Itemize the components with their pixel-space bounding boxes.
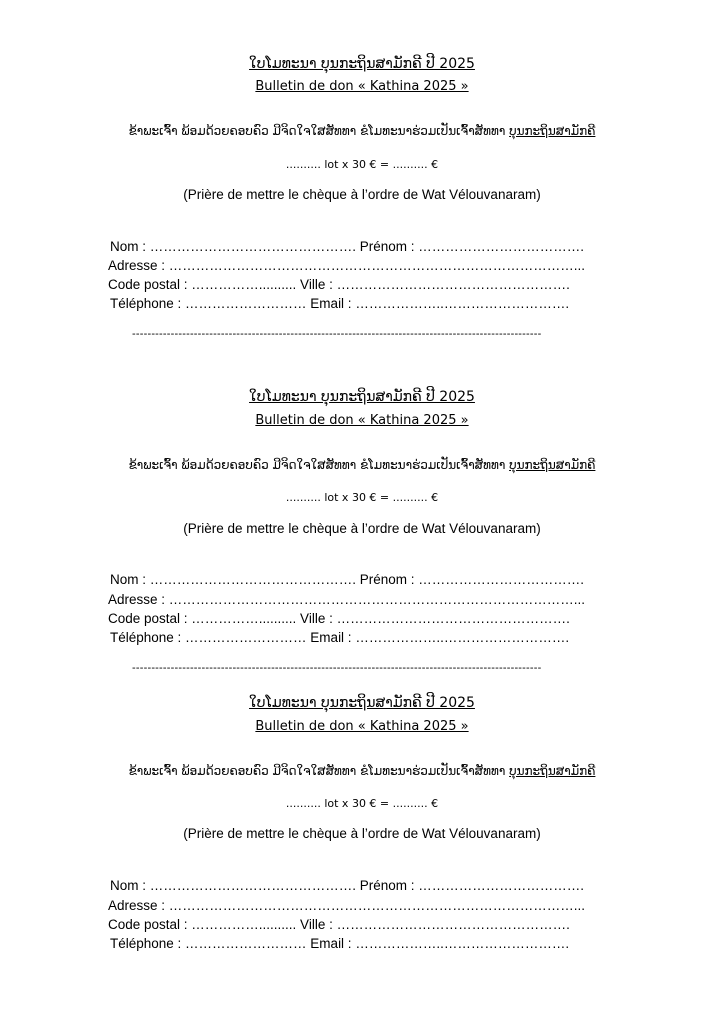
pledge-text: ຂ້າພະເຈົ້າ ພ້ອມດ້ວຍຄອບຄົວ ມີຈິດໃຈໃສສັທທາ ຂໍໂມທະນາຮ່ວມເປັນເຈົ້າສັທທາ xyxy=(128,458,510,472)
pledge-event-name: ບຸນກະຖິນສາມັກຄີ xyxy=(509,458,596,472)
cut-line-separator: ---------------------------------------------------------------------------------------------------------- xyxy=(132,662,542,674)
form-subtitle: Bulletin de don « Kathina 2025 » xyxy=(255,413,469,428)
pledge-event-name: ບຸນກະຖິນສາມັກຄີ xyxy=(509,124,596,138)
pledge-event-name: ບຸນກະຖິນສາມັກຄີ xyxy=(509,764,596,778)
name-fields[interactable]: Nom : ………………………………………. Prénom : ………………………………. xyxy=(110,572,585,587)
cheque-note: (Prière de mettre le chèque à l’ordre de Wat Vélouvanaram) xyxy=(183,187,541,202)
form-title: ໃບໂມທະນາ ບຸນກະຖິນສາມັກຄີ ປີ 2025 xyxy=(249,389,475,405)
lot-amount-line[interactable]: .......... lot x 30 € = .......... € xyxy=(285,797,439,810)
pledge-statement xyxy=(0,458,724,472)
address-field[interactable]: Adresse : ………………………………………………………………………………... xyxy=(108,258,586,273)
address-field[interactable]: Adresse : ………………………………………………………………………………... xyxy=(108,898,586,913)
form-subtitle: Bulletin de don « Kathina 2025 » xyxy=(255,79,469,94)
postal-city-fields[interactable]: Code postal : …………….......... Ville : ……………………………………………. xyxy=(108,611,570,626)
phone-email-fields[interactable]: Téléphone : ……………………… Email : ………………..………………………. xyxy=(110,936,570,951)
form-title: ໃບໂມທະນາ ບຸນກະຖິນສາມັກຄີ ປີ 2025 xyxy=(249,695,475,711)
pledge-text: ຂ້າພະເຈົ້າ ພ້ອມດ້ວຍຄອບຄົວ ມີຈິດໃຈໃສສັທທາ ຂໍໂມທະນາຮ່ວມເປັນເຈົ້າສັທທາ xyxy=(128,124,510,138)
postal-city-fields[interactable]: Code postal : …………….......... Ville : ……………………………………………. xyxy=(108,917,570,932)
name-fields[interactable]: Nom : ………………………………………. Prénom : ………………………………. xyxy=(110,878,585,893)
phone-email-fields[interactable]: Téléphone : ……………………… Email : ………………..………………………. xyxy=(110,296,570,311)
lot-amount-line[interactable]: .......... lot x 30 € = .......... € xyxy=(285,491,439,504)
pledge-statement xyxy=(0,764,724,778)
pledge-text: ຂ້າພະເຈົ້າ ພ້ອມດ້ວຍຄອບຄົວ ມີຈິດໃຈໃສສັທທາ ຂໍໂມທະນາຮ່ວມເປັນເຈົ້າສັທທາ xyxy=(128,764,510,778)
cut-line-separator: ---------------------------------------------------------------------------------------------------------- xyxy=(132,328,542,340)
address-field[interactable]: Adresse : ………………………………………………………………………………... xyxy=(108,592,586,607)
phone-email-fields[interactable]: Téléphone : ……………………… Email : ………………..………………………. xyxy=(110,630,570,645)
name-fields[interactable]: Nom : ………………………………………. Prénom : ………………………………. xyxy=(110,239,585,254)
form-title: ໃບໂມທະນາ ບຸນກະຖິນສາມັກຄີ ປີ 2025 xyxy=(249,56,475,72)
form-subtitle: Bulletin de don « Kathina 2025 » xyxy=(255,719,469,734)
cheque-note: (Prière de mettre le chèque à l’ordre de Wat Vélouvanaram) xyxy=(183,826,541,841)
cheque-note: (Prière de mettre le chèque à l’ordre de Wat Vélouvanaram) xyxy=(183,521,541,536)
pledge-statement xyxy=(0,124,724,138)
lot-amount-line[interactable]: .......... lot x 30 € = .......... € xyxy=(285,158,439,171)
postal-city-fields[interactable]: Code postal : …………….......... Ville : ……………………………………………. xyxy=(108,277,570,292)
